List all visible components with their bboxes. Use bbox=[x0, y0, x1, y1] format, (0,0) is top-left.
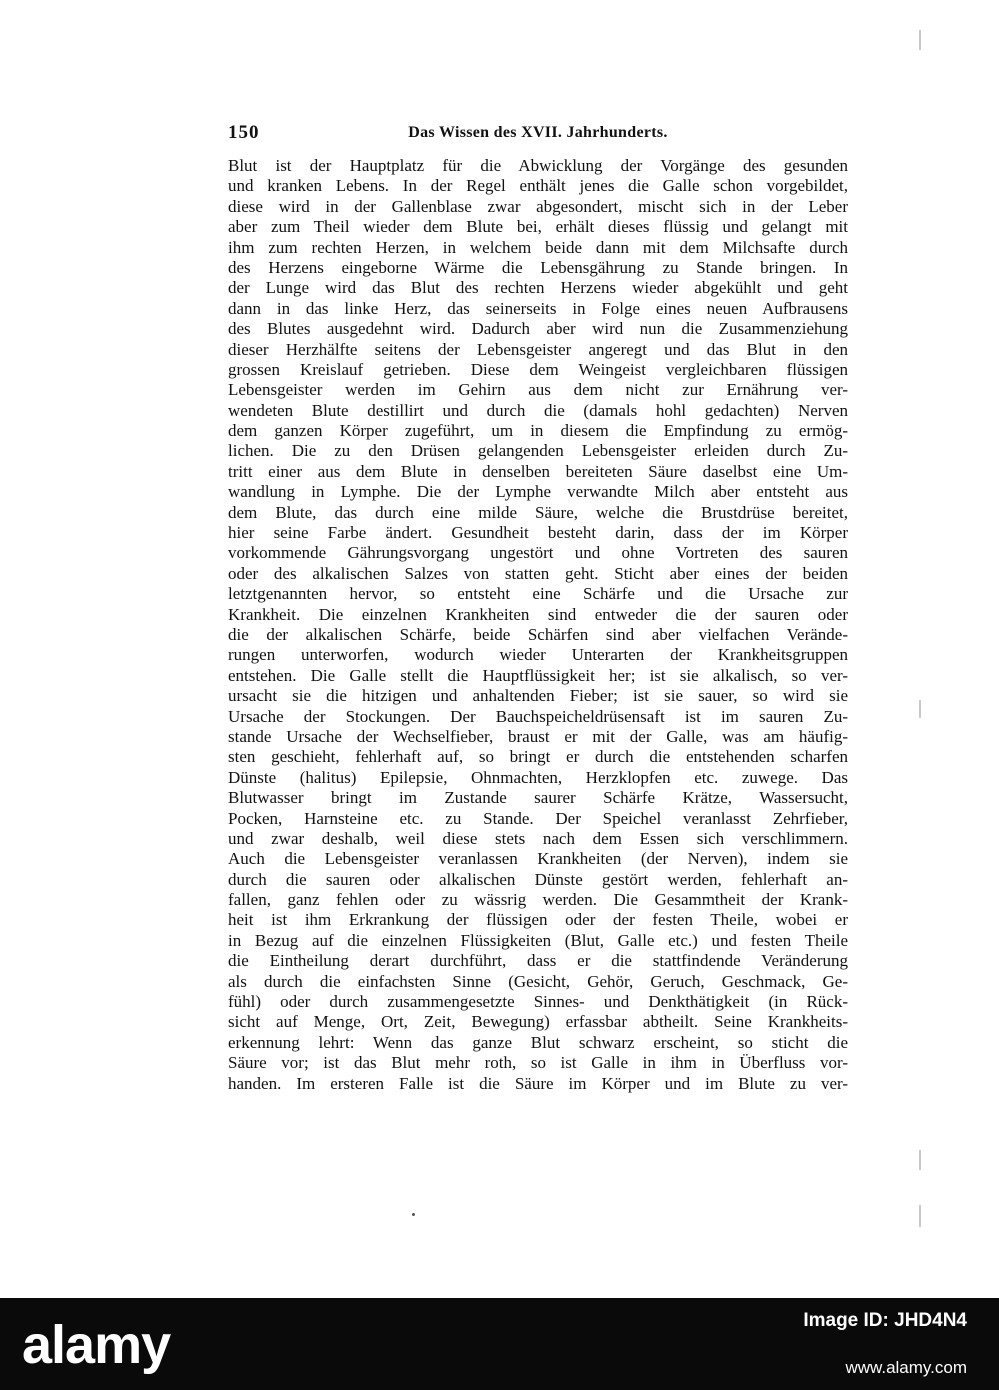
text-line: Blut ist der Hauptplatz für die Abwicklung der Vorgänge des gesunden bbox=[228, 156, 848, 175]
text-line: aber zum Theil wieder dem Blute bei, erhält dieses flüssig und gelangt mit bbox=[228, 217, 848, 237]
text-line: dann in das linke Herz, das seinerseits in Folge eines neuen Aufbrausens bbox=[228, 298, 848, 318]
text-line: Krankheit. Die einzelnen Krankheiten sind entweder die der sauren oder bbox=[228, 604, 848, 624]
text-line: wendeten Blute destillirt und durch die (damals hohl gedachten) Nerven bbox=[228, 400, 848, 420]
text-line: fallen, ganz fehlen oder zu wässrig werden. Die Gesammtheit der Krank- bbox=[228, 890, 848, 910]
text-line: dem ganzen Körper zugeführt, um in diesem die Empfindung zu ermög- bbox=[228, 421, 848, 441]
page-number: 150 bbox=[228, 122, 260, 143]
scan-edge-mark-middle bbox=[919, 700, 921, 718]
stray-dot bbox=[412, 1213, 415, 1216]
text-line: sicht auf Menge, Ort, Zeit, Bewegung) erfassbar abtheilt. Seine Krankheits- bbox=[228, 1012, 848, 1032]
text-line: sten geschieht, fehlerhaft auf, so bringt er durch die entstehenden scharfen bbox=[228, 747, 848, 767]
text-line: als durch die einfachsten Sinne (Gesicht, Gehör, Geruch, Geschmack, Ge- bbox=[228, 971, 848, 991]
text-line: entstehen. Die Galle stellt die Hauptflüssigkeit her; ist sie alkalisch, so ver- bbox=[228, 665, 848, 685]
alamy-logo: alamy bbox=[22, 1315, 171, 1375]
stock-info bbox=[803, 1310, 967, 1378]
body-text bbox=[228, 156, 848, 1094]
image-id: Image ID: JHD4N4 bbox=[803, 1310, 967, 1331]
text-line: Auch die Lebensgeister veranlassen Krankheiten (der Nerven), indem sie bbox=[228, 849, 848, 869]
text-line: tritt einer aus dem Blute in denselben bereiteten Säure daselbst eine Um- bbox=[228, 461, 848, 481]
scan-edge-mark-bottom bbox=[919, 1205, 921, 1227]
site-url: www.alamy.com bbox=[845, 1358, 967, 1377]
text-line: Säure vor; ist das Blut mehr roth, so ist Galle in ihm in Überfluss vor- bbox=[228, 1053, 848, 1073]
text-line: Blutwasser bringt im Zustande saurer Schärfe Krätze, Wassersucht, bbox=[228, 788, 848, 808]
text-line: erkennung lehrt: Wenn das ganze Blut schwarz erscheint, so sticht die bbox=[228, 1032, 848, 1052]
text-line: Dünste (halitus) Epilepsie, Ohnmachten, Herzklopfen etc. zuwege. Das bbox=[228, 767, 848, 787]
text-line: vorkommende Gährungsvorgang ungestört und ohne Vortreten des sauren bbox=[228, 543, 848, 563]
text-line: wandlung in Lymphe. Die der Lymphe verwandte Milch aber entsteht aus bbox=[228, 482, 848, 502]
scan-edge-mark-lower bbox=[919, 1150, 921, 1170]
text-line: fühl) oder durch zusammengesetzte Sinnes- und Denkthätigkeit (in Rück- bbox=[228, 992, 848, 1012]
scan-edge-mark-top bbox=[919, 30, 921, 50]
text-line: durch die sauren oder alkalischen Dünste gestört werden, fehlerhaft an- bbox=[228, 869, 848, 889]
text-line: oder des alkalischen Salzes von statten geht. Sticht aber eines der beiden bbox=[228, 563, 848, 583]
text-line: heit ist ihm Erkrankung der flüssigen oder der festen Theile, wobei er bbox=[228, 910, 848, 930]
text-line: Lebensgeister werden im Gehirn aus dem nicht zur Ernährung ver- bbox=[228, 380, 848, 400]
page-header bbox=[228, 122, 848, 148]
text-line: und kranken Lebens. In der Regel enthält jenes die Galle schon vorgebildet, bbox=[228, 176, 848, 196]
text-line: Pocken, Harnsteine etc. zu Stande. Der Speichel veranlasst Zehrfieber, bbox=[228, 808, 848, 828]
text-line: stande Ursache der Wechselfieber, braust er mit der Galle, was am häufig- bbox=[228, 726, 848, 746]
text-line: ihm zum rechten Herzen, in welchem beide dann mit dem Milchsafte durch bbox=[228, 237, 848, 257]
running-title: Das Wissen des XVII. Jahrhunderts. bbox=[408, 124, 668, 141]
text-line: die der alkalischen Schärfe, beide Schärfen sind aber vielfachen Verände- bbox=[228, 624, 848, 644]
text-line: in Bezug auf die einzelnen Flüssigkeiten (Blut, Galle etc.) und festen Theile bbox=[228, 930, 848, 950]
text-line: letztgenannten hervor, so entsteht eine Schärfe und die Ursache zur bbox=[228, 584, 848, 604]
text-line: Ursache der Stockungen. Der Bauchspeicheldrüsensaft ist im sauren Zu- bbox=[228, 706, 848, 726]
text-line: dem Blute, das durch eine milde Säure, welche die Brustdrüse bereitet, bbox=[228, 502, 848, 522]
text-line: der Lunge wird das Blut des rechten Herzens wieder abgekühlt und geht bbox=[228, 278, 848, 298]
text-line: hier seine Farbe ändert. Gesundheit besteht darin, dass der im Körper bbox=[228, 523, 848, 543]
text-line: des Blutes ausgedehnt wird. Dadurch aber wird nun die Zusammenziehung bbox=[228, 319, 848, 339]
text-line: diese wird in der Gallenblase zwar abgesondert, mischt sich in der Leber bbox=[228, 196, 848, 216]
text-line: dieser Herzhälfte seitens der Lebensgeister angeregt und das Blut in den bbox=[228, 339, 848, 359]
text-line: des Herzens eingeborne Wärme die Lebensgährung zu Stande bringen. In bbox=[228, 257, 848, 277]
text-line: grossen Kreislauf getrieben. Diese dem Weingeist vergleichbaren flüssigen bbox=[228, 359, 848, 379]
text-line: handen. Im ersteren Falle ist die Säure im Körper und im Blute zu ver- bbox=[228, 1073, 848, 1093]
text-line: ursacht sie die hitzigen und anhaltenden Fieber; ist sie sauer, so wird sie bbox=[228, 686, 848, 706]
text-line: und zwar deshalb, weil diese stets nach dem Essen sich verschlimmern. bbox=[228, 828, 848, 848]
stock-watermark-bar bbox=[0, 1298, 999, 1390]
text-line: die Eintheilung derart durchführt, dass er die stattfindende Veränderung bbox=[228, 951, 848, 971]
text-line: rungen unterworfen, wodurch wieder Unterarten der Krankheitsgruppen bbox=[228, 645, 848, 665]
text-line: lichen. Die zu den Drüsen gelangenden Lebensgeister erleiden durch Zu- bbox=[228, 441, 848, 461]
